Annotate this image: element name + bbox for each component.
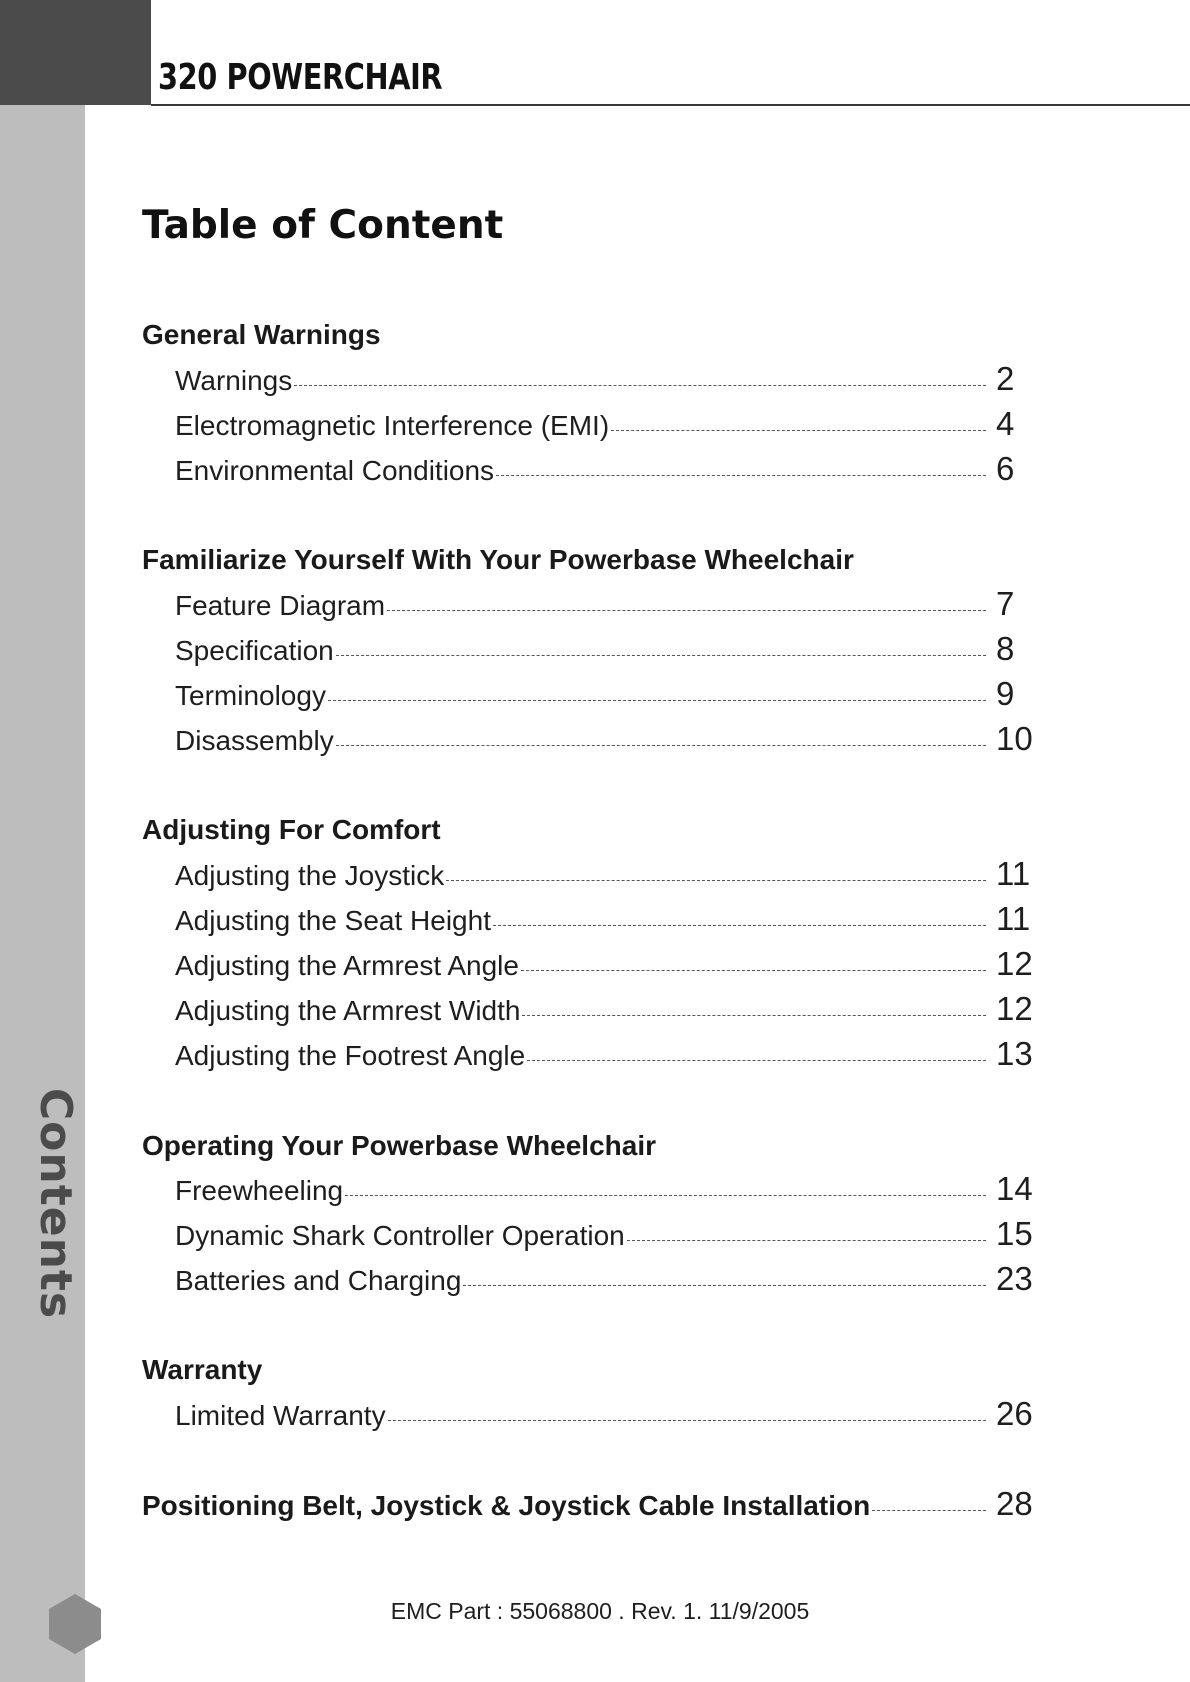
entry-label: Freewheeling [175,1175,344,1206]
dot-leader [336,745,986,746]
toc-entry[interactable] [175,1258,1042,1304]
entry-label: Positioning Belt, Joystick & Joystick Cable Installation [142,1490,871,1521]
entry-label: Terminology [175,680,326,711]
entry-label: Specification [175,635,334,666]
dot-leader [872,1510,986,1511]
page-title: Table of Content [142,203,504,248]
entry-label: Adjusting the Footrest Angle [175,1040,526,1071]
section-title: Operating Your Powerbase Wheelchair [142,1130,656,1161]
dot-leader [611,430,986,431]
dot-leader [345,1195,986,1196]
entry-page: 7 [996,585,1015,622]
toc-entry[interactable] [175,673,1042,719]
toc-entry[interactable] [175,1168,1042,1214]
entry-page: 11 [996,855,1031,892]
entry-page: 8 [996,630,1015,667]
entry-page: 9 [996,675,1015,712]
entry-label: Batteries and Charging [175,1265,462,1296]
toc-entry[interactable] [175,898,1042,944]
side-band [0,105,85,1682]
toc-entry[interactable] [175,448,1042,494]
entry-label: Adjusting the Armrest Angle [175,950,519,981]
toc-entry-final[interactable] [142,1483,1042,1529]
entry-page: 12 [996,990,1033,1027]
toc-entry[interactable] [175,583,1042,629]
entry-label: Adjusting the Seat Height [175,905,491,936]
dot-leader [496,475,986,476]
entry-label: Limited Warranty [175,1400,386,1431]
dot-leader [521,970,986,971]
section-title: Warranty [142,1354,263,1385]
toc-entry[interactable] [175,1033,1042,1079]
entry-label: Adjusting the Armrest Width [175,995,521,1026]
footer-part-number: EMC Part : 55068800 . Rev. 1. 11/9/2005 [390,1598,810,1624]
dot-leader [446,880,986,881]
toc-entry[interactable] [175,943,1042,989]
side-label-text: Contents [30,1087,82,1319]
entry-label: Electromagnetic Interference (EMI) [175,410,610,441]
toc-entry[interactable] [175,853,1042,899]
entry-label: Feature Diagram [175,590,386,621]
dot-leader [294,385,986,386]
entry-page: 23 [996,1260,1033,1297]
entry-label: Environmental Conditions [175,455,495,486]
side-label [28,1087,84,1319]
product-title: 320 POWERCHAIR [158,57,443,98]
toc-entry[interactable] [175,628,1042,674]
entry-page: 28 [996,1485,1033,1522]
dot-leader [527,1060,986,1061]
dot-leader [627,1240,986,1241]
dot-leader [328,700,986,701]
entry-page: 6 [996,450,1015,487]
entry-label: Warnings [175,365,293,396]
toc-entry[interactable] [175,1213,1042,1259]
header-corner-block [0,0,151,105]
entry-page: 12 [996,945,1033,982]
entry-label: Dynamic Shark Controller Operation [175,1220,625,1251]
entry-page: 11 [996,900,1031,937]
section-title: General Warnings [142,319,381,350]
entry-page: 14 [996,1170,1033,1207]
toc-entry[interactable] [175,988,1042,1034]
dot-leader [522,1015,986,1016]
section-title: Adjusting For Comfort [142,814,441,845]
dot-leader [493,925,986,926]
entry-page: 10 [996,720,1033,757]
toc-entry[interactable] [175,718,1042,764]
entry-page: 13 [996,1035,1033,1072]
toc-entry[interactable] [175,403,1042,449]
entry-page: 4 [996,405,1015,442]
table-of-contents [142,0,1042,1682]
dot-leader [336,655,986,656]
entry-label: Disassembly [175,725,334,756]
section-title: Familiarize Yourself With Your Powerbase Wheelchair [142,544,854,575]
toc-entry[interactable] [175,1393,1042,1439]
entry-page: 15 [996,1215,1033,1252]
dot-leader [388,1420,986,1421]
entry-label: Adjusting the Joystick [175,860,445,891]
dot-leader [463,1285,986,1286]
toc-entry[interactable] [175,358,1042,404]
dot-leader [387,610,986,611]
entry-page: 26 [996,1395,1033,1432]
entry-page: 2 [996,360,1015,397]
